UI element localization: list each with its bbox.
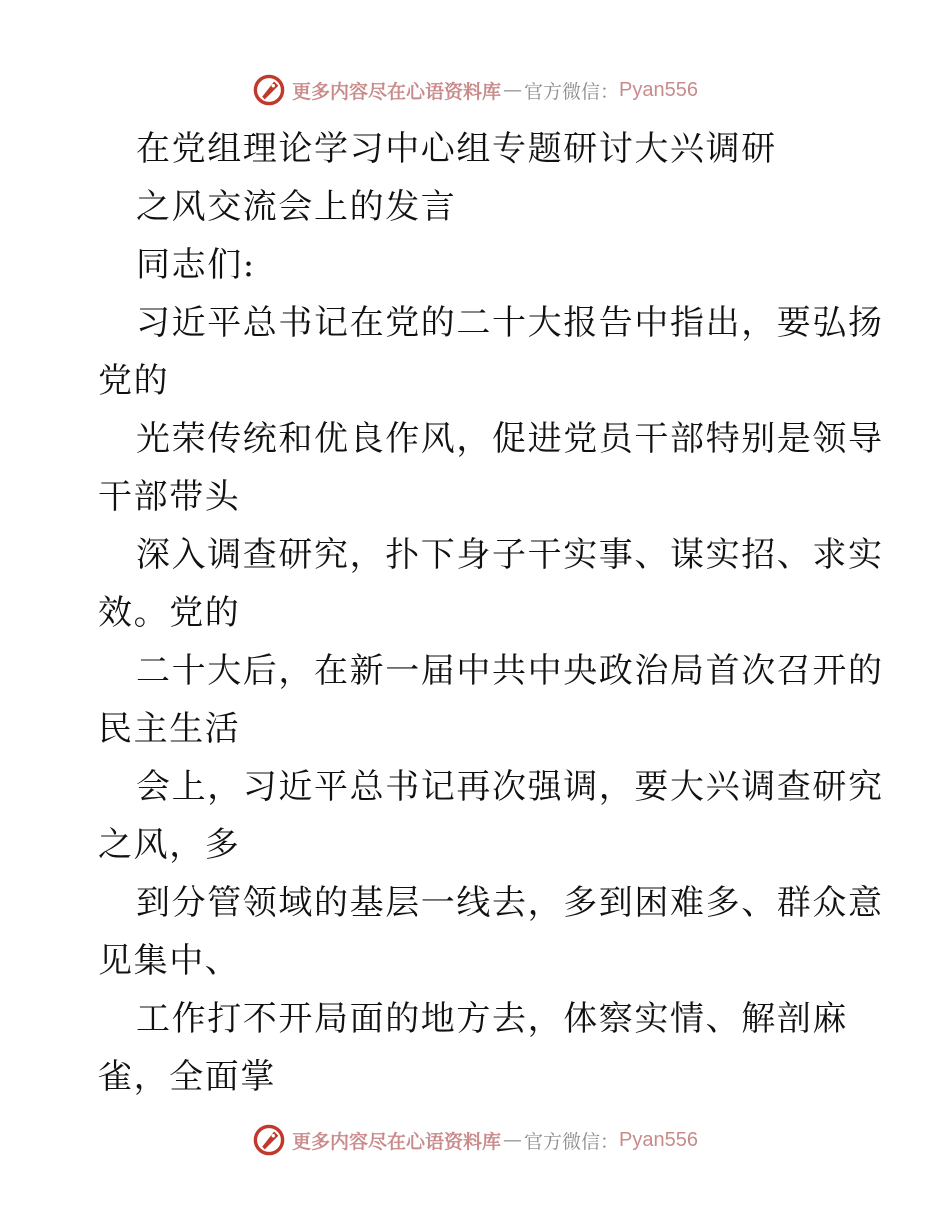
body-line: 效。党的 [98,593,241,633]
banner-promo-text: 更多内容尽在心语资料库 [292,1130,502,1153]
banner-promo-text: 更多内容尽在心语资料库 [292,80,502,103]
banner-wechat-id: Pyan556 [619,78,698,101]
document-body [98,120,884,1106]
body-line: 习近平总书记在党的二十大报告中指出，要弘扬 [136,303,884,343]
body-line: 雀，全面掌 [98,1057,276,1097]
pen-nib-logo-icon [252,73,286,107]
body-line: 民主生活 [98,709,241,749]
banner-dash: — [503,79,523,101]
banner-wechat-label: 官方微信： [524,1130,620,1153]
body-line: 光荣传统和优良作风，促进党员干部特别是领导 [136,419,884,459]
title-line-1: 在党组理论学习中心组专题研讨大兴调研 [136,129,777,169]
body-line: 到分管领域的基层一线去，多到困难多、群众意 [136,883,884,923]
body-line: 见集中、 [98,941,241,981]
body-line: 之风，多 [98,825,241,865]
header-banner [0,70,950,110]
banner-wechat-label: 官方微信： [524,80,620,103]
banner-wechat-id: Pyan556 [619,1128,698,1151]
pen-nib-logo-icon [252,1123,286,1157]
body-line: 党的 [98,361,170,401]
body-line: 二十大后，在新一届中共中央政治局首次召开的 [136,651,884,691]
body-line: 会上，习近平总书记再次强调，要大兴调查研究 [136,767,884,807]
title-line-2: 之风交流会上的发言 [136,187,457,227]
salutation: 同志们: [136,245,256,285]
body-line: 深入调查研究，扑下身子干实事、谋实招、求实 [136,535,884,575]
banner-dash: — [503,1129,523,1151]
body-line: 干部带头 [98,477,241,517]
body-line: 工作打不开局面的地方去，体察实情、解剖麻 [136,999,848,1039]
footer-banner [0,1120,950,1160]
